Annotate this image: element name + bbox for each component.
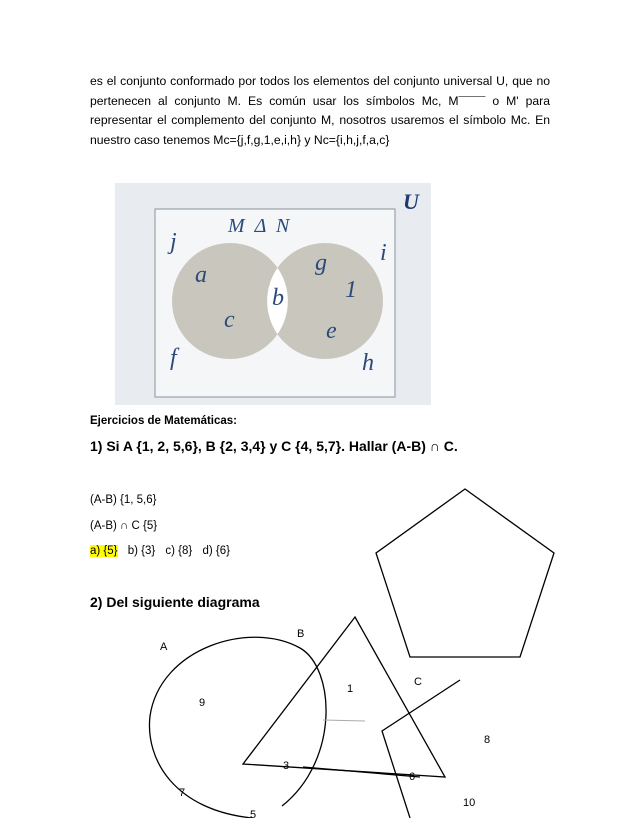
option-a-answer: a) {5} [90,545,118,557]
pentagon-shape [376,489,554,657]
element-g: g [315,250,327,276]
element-a: a [195,262,207,288]
label-set-b: B [297,628,305,640]
option-b: b) {3} [127,545,156,557]
number-10: 10 [463,797,476,809]
section-heading: Ejercicios de Matemáticas: [90,415,238,427]
question-1-title: 1) Si A {1, 2, 5,6}, B {2, 3,4} y C {4, 5,7}. Hallar (A-B) ∩ C. [90,438,458,454]
universe-label: U [403,189,419,214]
question-1-step-1: (A-B) {1, 5,6} [90,494,157,506]
element-e: e [326,318,337,344]
line-c [382,680,460,818]
number-3: 3 [283,760,290,772]
number-1: 1 [347,683,354,695]
triangle-b [243,617,445,777]
element-h: h [362,350,374,376]
option-d: d) {6} [202,545,230,557]
circle-a-arc [149,637,326,818]
option-c: c) {8} [165,545,193,557]
question-2-title: 2) Del siguiente diagrama [90,594,260,610]
number-8: 8 [484,734,491,746]
element-i: i [380,240,387,266]
number-7: 7 [179,787,186,799]
element-1: 1 [345,277,357,303]
element-c: c [224,307,235,333]
venn-title: M Δ N [228,215,290,237]
number-9: 9 [199,697,206,709]
element-f: f [170,345,177,371]
label-set-a: A [160,641,168,653]
faint-line [323,720,365,721]
element-b: b [272,285,284,311]
question-1-step-2: (A-B) ∩ C {5} [90,520,158,532]
label-set-c: C [414,676,422,688]
number-6: 6 [409,771,416,783]
intro-paragraph: es el conjunto conformado por todos los elementos del conjunto universal U, que no pertenecen al conjunto M. Es común usar los símbolos Mc, M¯¯¯¯ o M' para representar el complemento del conjunto M, nosotros usaremos el símbolo Mc. En nuestro caso tenemos Mc={j,f,g,1,e,i,h} y Nc={i,h,j,f,a,c} [90,74,550,147]
number-5: 5 [250,809,257,818]
line-c-crossing [303,767,420,777]
element-j: j [170,229,177,255]
